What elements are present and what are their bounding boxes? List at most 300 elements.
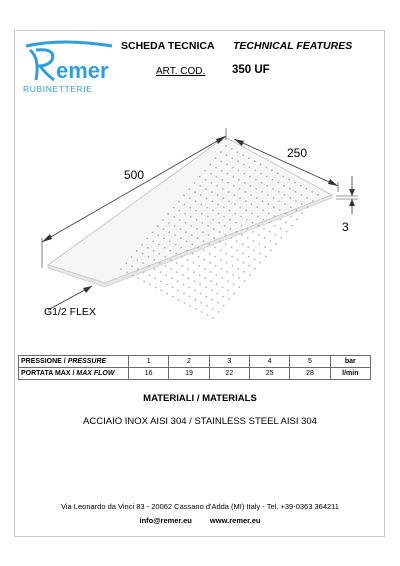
nozzle-dot <box>286 231 288 233</box>
nozzle-dot <box>237 160 239 162</box>
nozzle-dot <box>225 243 227 245</box>
nozzle-dot <box>284 194 286 196</box>
nozzle-dot <box>240 216 242 218</box>
table-cell: 16 <box>129 368 169 380</box>
spec-table <box>18 355 371 380</box>
nozzle-dot <box>251 203 253 205</box>
nozzle-dot <box>162 219 164 221</box>
nozzle-dot <box>249 167 251 169</box>
nozzle-dot <box>180 237 182 239</box>
nozzle-dot <box>185 222 187 224</box>
nozzle-dot <box>312 200 314 202</box>
nozzle-dot <box>186 241 188 243</box>
nozzle-dot <box>221 277 223 279</box>
nozzle-dot <box>179 219 181 221</box>
nozzle-dot <box>209 253 211 255</box>
nozzle-dot <box>167 213 169 215</box>
nozzle-dot <box>226 262 228 264</box>
nozzle-dot <box>157 225 159 227</box>
nozzle-dot <box>222 296 224 298</box>
nozzle-dot <box>247 237 249 239</box>
nozzle-dot <box>196 228 198 230</box>
nozzle-dot <box>209 262 211 264</box>
nozzle-dot <box>201 311 203 313</box>
nozzle-dot <box>215 167 217 169</box>
nozzle-dot <box>120 268 122 270</box>
nozzle-dot <box>228 191 230 193</box>
nozzle-dot <box>238 277 240 279</box>
nozzle-dot <box>142 262 144 264</box>
nozzle-dot <box>203 259 205 261</box>
nozzle-dot <box>311 191 313 193</box>
nozzle-dot <box>231 256 233 258</box>
nozzle-dot <box>300 185 302 187</box>
nozzle-dot <box>200 302 202 304</box>
nozzle-dot <box>241 234 243 236</box>
nozzle-dot <box>300 194 302 196</box>
nozzle-dot <box>267 203 269 205</box>
article-code-value: 350 UF <box>232 64 270 76</box>
nozzle-dot <box>295 191 297 193</box>
flow-unit: l/min <box>330 368 370 380</box>
nozzle-dot <box>172 287 174 289</box>
nozzle-dot <box>179 228 181 230</box>
nozzle-dot <box>280 228 282 230</box>
nozzle-dot <box>274 225 276 227</box>
nozzle-dot <box>252 222 254 224</box>
nozzle-dot <box>280 237 282 239</box>
nozzle-dot <box>214 247 216 249</box>
nozzle-dot <box>227 289 229 291</box>
nozzle-dot <box>163 238 165 240</box>
nozzle-dot <box>159 262 161 264</box>
nozzle-dot <box>262 200 264 202</box>
article-code-label: ART. COD. <box>156 66 206 77</box>
nozzle-dot <box>250 194 252 196</box>
nozzle-dot <box>285 222 287 224</box>
nozzle-dot <box>272 179 274 181</box>
nozzle-dot <box>153 259 155 261</box>
nozzle-dot <box>266 185 268 187</box>
nozzle-dot <box>190 216 192 218</box>
nozzle-dot <box>273 206 275 208</box>
nozzle-dot <box>275 243 277 245</box>
table-cell: 19 <box>169 368 209 380</box>
nozzle-dot <box>195 201 197 203</box>
nozzle-dot <box>238 179 240 181</box>
nozzle-dot <box>192 262 194 264</box>
nozzle-dot <box>264 246 266 248</box>
nozzle-dot <box>166 284 168 286</box>
nozzle-dot <box>226 164 228 166</box>
nozzle-dot <box>210 280 212 282</box>
nozzle-dot <box>184 204 186 206</box>
nozzle-dot <box>173 216 175 218</box>
nozzle-dot <box>214 256 216 258</box>
nozzle-dot <box>220 151 222 153</box>
nozzle-dot <box>273 197 275 199</box>
nozzle-dot <box>195 308 197 310</box>
nozzle-dot <box>294 182 296 184</box>
nozzle-dot <box>215 157 217 159</box>
nozzle-dot <box>227 173 229 175</box>
nozzle-dot <box>250 185 252 187</box>
connection-label: G1/2 FLEX <box>44 306 96 318</box>
nozzle-dot <box>126 262 128 264</box>
nozzle-dot <box>289 197 291 199</box>
nozzle-dot <box>267 194 269 196</box>
nozzle-dot <box>231 157 233 159</box>
footer-address: Via Leonardo da Vinci 83 - 20062 Cassano d'Adda (MI) Italy - Tel. +39-0363 364211 <box>61 502 339 511</box>
nozzle-dot <box>301 203 303 205</box>
nozzle-dot <box>227 280 229 282</box>
nozzle-dot <box>142 253 144 255</box>
nozzle-dot <box>306 197 308 199</box>
nozzle-dot <box>154 268 156 270</box>
nozzle-dot <box>253 240 255 242</box>
pressure-label: PRESSIONE / PRESSURE <box>19 356 129 368</box>
nozzle-dot <box>290 206 292 208</box>
nozzle-dot <box>177 290 179 292</box>
nozzle-dot <box>263 228 265 230</box>
footer-website[interactable]: www.remer.eu <box>209 516 261 525</box>
nozzle-dot <box>232 176 234 178</box>
nozzle-dot <box>194 290 196 292</box>
nozzle-dot <box>248 265 250 267</box>
nozzle-dot <box>183 284 185 286</box>
nozzle-dot <box>243 164 245 166</box>
nozzle-dot <box>211 200 213 202</box>
nozzle-dot <box>184 302 186 304</box>
nozzle-dot <box>245 200 247 202</box>
nozzle-dot <box>204 170 206 172</box>
nozzle-dot <box>222 188 224 190</box>
table-cell: 22 <box>209 368 249 380</box>
nozzle-dot <box>216 176 218 178</box>
nozzle-dot <box>170 259 172 261</box>
nozzle-dot <box>223 207 225 209</box>
nozzle-dot <box>301 212 303 214</box>
nozzle-dot <box>194 280 196 282</box>
nozzle-dot <box>255 179 257 181</box>
nozzle-dot <box>217 204 219 206</box>
nozzle-dot <box>249 274 251 276</box>
nozzle-dot <box>232 274 234 276</box>
nozzle-dot <box>231 246 233 248</box>
nozzle-dot <box>175 244 177 246</box>
nozzle-dot <box>198 265 200 267</box>
nozzle-dot <box>260 163 262 165</box>
nozzle-dot <box>210 271 212 273</box>
nozzle-dot <box>161 290 163 292</box>
nozzle-dot <box>233 185 235 187</box>
nozzle-dot <box>225 145 227 147</box>
nozzle-dot <box>269 231 271 233</box>
nozzle-dot <box>244 191 246 193</box>
nozzle-dot <box>198 256 200 258</box>
nozzle-dot <box>271 170 273 172</box>
nozzle-dot <box>158 253 160 255</box>
nozzle-dot <box>229 219 231 221</box>
nozzle-dot <box>202 231 204 233</box>
nozzle-dot <box>197 247 199 249</box>
nozzle-dot <box>279 219 281 221</box>
nozzle-dot <box>126 271 128 273</box>
nozzle-dot <box>221 170 223 172</box>
nozzle-dot <box>239 197 241 199</box>
nozzle-dot <box>295 200 297 202</box>
nozzle-dot <box>152 231 154 233</box>
nozzle-dot <box>233 293 235 295</box>
nozzle-dot <box>200 293 202 295</box>
nozzle-dot <box>143 281 145 283</box>
nozzle-dot <box>221 179 223 181</box>
nozzle-dot <box>188 287 190 289</box>
nozzle-dot <box>224 225 226 227</box>
nozzle-dot <box>218 311 220 313</box>
flow-label: PORTATA MAX / MAX FLOW <box>19 368 129 380</box>
nozzle-dot <box>269 240 271 242</box>
nozzle-dot <box>164 256 166 258</box>
nozzle-dot <box>207 216 209 218</box>
table-cell: 25 <box>249 368 289 380</box>
nozzle-dot <box>265 166 267 168</box>
nozzle-dot <box>254 170 256 172</box>
footer-email[interactable]: info@remer.eu <box>139 516 192 525</box>
nozzle-dot <box>244 182 246 184</box>
nozzle-dot <box>224 234 226 236</box>
nozzle-dot <box>212 210 214 212</box>
nozzle-dot <box>169 250 171 252</box>
nozzle-dot <box>230 237 232 239</box>
nozzle-dot <box>149 284 151 286</box>
nozzle-dot <box>223 305 225 307</box>
nozzle-dot <box>291 225 293 227</box>
nozzle-dot <box>256 206 258 208</box>
nozzle-dot <box>193 271 195 273</box>
nozzle-dot <box>254 259 256 261</box>
nozzle-dot <box>218 222 220 224</box>
nozzle-dot <box>143 271 145 273</box>
nozzle-dot <box>217 302 219 304</box>
width-dimension: 250 <box>287 146 308 160</box>
nozzle-dot <box>215 265 217 267</box>
nozzle-dot <box>238 286 240 288</box>
nozzle-dot <box>176 262 178 264</box>
nozzle-dot <box>261 191 263 193</box>
nozzle-dot <box>246 228 248 230</box>
nozzle-dot <box>248 256 250 258</box>
nozzle-dot <box>137 259 139 261</box>
nozzle-dot <box>254 268 256 270</box>
thickness-dimension: 3 <box>342 220 349 234</box>
nozzle-dot <box>211 191 213 193</box>
nozzle-dot <box>237 151 239 153</box>
nozzle-dot <box>260 173 262 175</box>
nozzle-dot <box>137 268 139 270</box>
nozzle-dot <box>219 240 221 242</box>
nozzle-dot <box>229 210 231 212</box>
nozzle-dot <box>255 188 257 190</box>
nozzle-dot <box>219 231 221 233</box>
nozzle-dot <box>227 182 229 184</box>
nozzle-dot <box>148 265 150 267</box>
nozzle-dot <box>277 173 279 175</box>
nozzle-dot <box>173 207 175 209</box>
nozzle-dot <box>272 188 274 190</box>
nozzle-dot <box>274 216 276 218</box>
nozzle-dot <box>217 194 219 196</box>
nozzle-dot <box>275 234 277 236</box>
title-italian: SCHEDA TECNICA <box>121 40 215 52</box>
nozzle-dot <box>257 225 259 227</box>
nozzle-dot <box>278 200 280 202</box>
nozzle-dot <box>283 176 285 178</box>
nozzle-dot <box>237 268 239 270</box>
nozzle-dot <box>200 194 202 196</box>
nozzle-dot <box>181 265 183 267</box>
nozzle-dot <box>220 250 222 252</box>
nozzle-dot <box>290 216 292 218</box>
nozzle-dot <box>190 225 192 227</box>
table-cell: 1 <box>129 356 169 368</box>
nozzle-dot <box>278 191 280 193</box>
nozzle-dot <box>262 209 264 211</box>
nozzle-dot <box>233 194 235 196</box>
nozzle-dot <box>205 179 207 181</box>
nozzle-dot <box>222 197 224 199</box>
nozzle-dot <box>266 176 268 178</box>
nozzle-dot <box>141 244 143 246</box>
nozzle-dot <box>204 277 206 279</box>
nozzle-dot <box>183 293 185 295</box>
nozzle-dot <box>213 237 215 239</box>
nozzle-dot <box>243 271 245 273</box>
nozzle-dot <box>268 213 270 215</box>
nozzle-dot <box>251 213 253 215</box>
nozzle-dot <box>279 209 281 211</box>
nozzle-dot <box>199 283 201 285</box>
nozzle-dot <box>247 246 249 248</box>
nozzle-dot <box>261 182 263 184</box>
nozzle-dot <box>197 237 199 239</box>
svg-text:emer: emer <box>56 58 109 83</box>
nozzle-dot <box>230 228 232 230</box>
nozzle-dot <box>176 271 178 273</box>
nozzle-dot <box>211 299 213 301</box>
nozzle-dot <box>178 299 180 301</box>
nozzle-dot <box>195 210 197 212</box>
nozzle-dot <box>208 243 210 245</box>
nozzle-dot <box>216 185 218 187</box>
nozzle-dot <box>131 265 133 267</box>
nozzle-dot <box>220 161 222 163</box>
nozzle-dot <box>211 290 213 292</box>
nozzle-dot <box>201 213 203 215</box>
nozzle-dot <box>200 204 202 206</box>
nozzle-dot <box>194 191 196 193</box>
nozzle-dot <box>199 185 201 187</box>
nozzle-dot <box>149 274 151 276</box>
nozzle-dot <box>207 225 209 227</box>
nozzle-dot <box>288 179 290 181</box>
nozzle-dot <box>171 277 173 279</box>
nozzle-dot <box>263 219 265 221</box>
nozzle-dot <box>289 188 291 190</box>
nozzle-dot <box>187 268 189 270</box>
nozzle-dot <box>307 206 309 208</box>
materials-text: ACCIAIO INOX AISI 304 / STAINLESS STEEL AISI 304 <box>83 416 317 427</box>
nozzle-dot <box>206 207 208 209</box>
table-row <box>19 356 371 368</box>
nozzle-dot <box>254 160 256 162</box>
nozzle-dot <box>232 265 234 267</box>
nozzle-dot <box>270 249 272 251</box>
nozzle-dot <box>138 278 140 280</box>
nozzle-dot <box>237 259 239 261</box>
nozzle-dot <box>165 274 167 276</box>
nozzle-dot <box>153 250 155 252</box>
nozzle-dot <box>226 271 228 273</box>
nozzle-dot <box>206 197 208 199</box>
nozzle-dot <box>169 241 171 243</box>
nozzle-dot <box>189 207 191 209</box>
nozzle-dot <box>204 268 206 270</box>
nozzle-dot <box>148 256 150 258</box>
nozzle-dot <box>165 265 167 267</box>
nozzle-dot <box>180 247 182 249</box>
nozzle-dot <box>174 225 176 227</box>
nozzle-dot <box>223 216 225 218</box>
nozzle-dot <box>213 228 215 230</box>
nozzle-dot <box>157 234 159 236</box>
nozzle-dot <box>206 305 208 307</box>
nozzle-dot <box>218 213 220 215</box>
nozzle-dot <box>245 210 247 212</box>
nozzle-dot <box>222 286 224 288</box>
nozzle-dot <box>168 222 170 224</box>
nozzle-dot <box>226 154 228 156</box>
nozzle-dot <box>246 219 248 221</box>
table-cell: 28 <box>290 368 330 380</box>
nozzle-dot <box>160 271 162 273</box>
nozzle-dot <box>212 219 214 221</box>
pressure-unit: bar <box>330 356 370 368</box>
nozzle-dot <box>236 250 238 252</box>
nozzle-dot <box>220 259 222 261</box>
title-english: TECHNICAL FEATURES <box>233 40 353 52</box>
nozzle-dot <box>212 308 214 310</box>
nozzle-dot <box>258 243 260 245</box>
nozzle-dot <box>189 305 191 307</box>
nozzle-dot <box>163 228 165 230</box>
footer-contacts <box>0 516 400 525</box>
nozzle-dot <box>155 287 157 289</box>
nozzle-dot <box>182 274 184 276</box>
nozzle-dot <box>186 250 188 252</box>
nozzle-dot <box>160 281 162 283</box>
nozzle-dot <box>209 164 211 166</box>
nozzle-dot <box>277 182 279 184</box>
nozzle-dot <box>284 203 286 205</box>
nozzle-dot <box>175 253 177 255</box>
nozzle-dot <box>244 280 246 282</box>
nozzle-dot <box>256 197 258 199</box>
nozzle-dot <box>242 243 244 245</box>
nozzle-dot <box>191 234 193 236</box>
nozzle-dot <box>131 256 133 258</box>
nozzle-dot <box>234 203 236 205</box>
